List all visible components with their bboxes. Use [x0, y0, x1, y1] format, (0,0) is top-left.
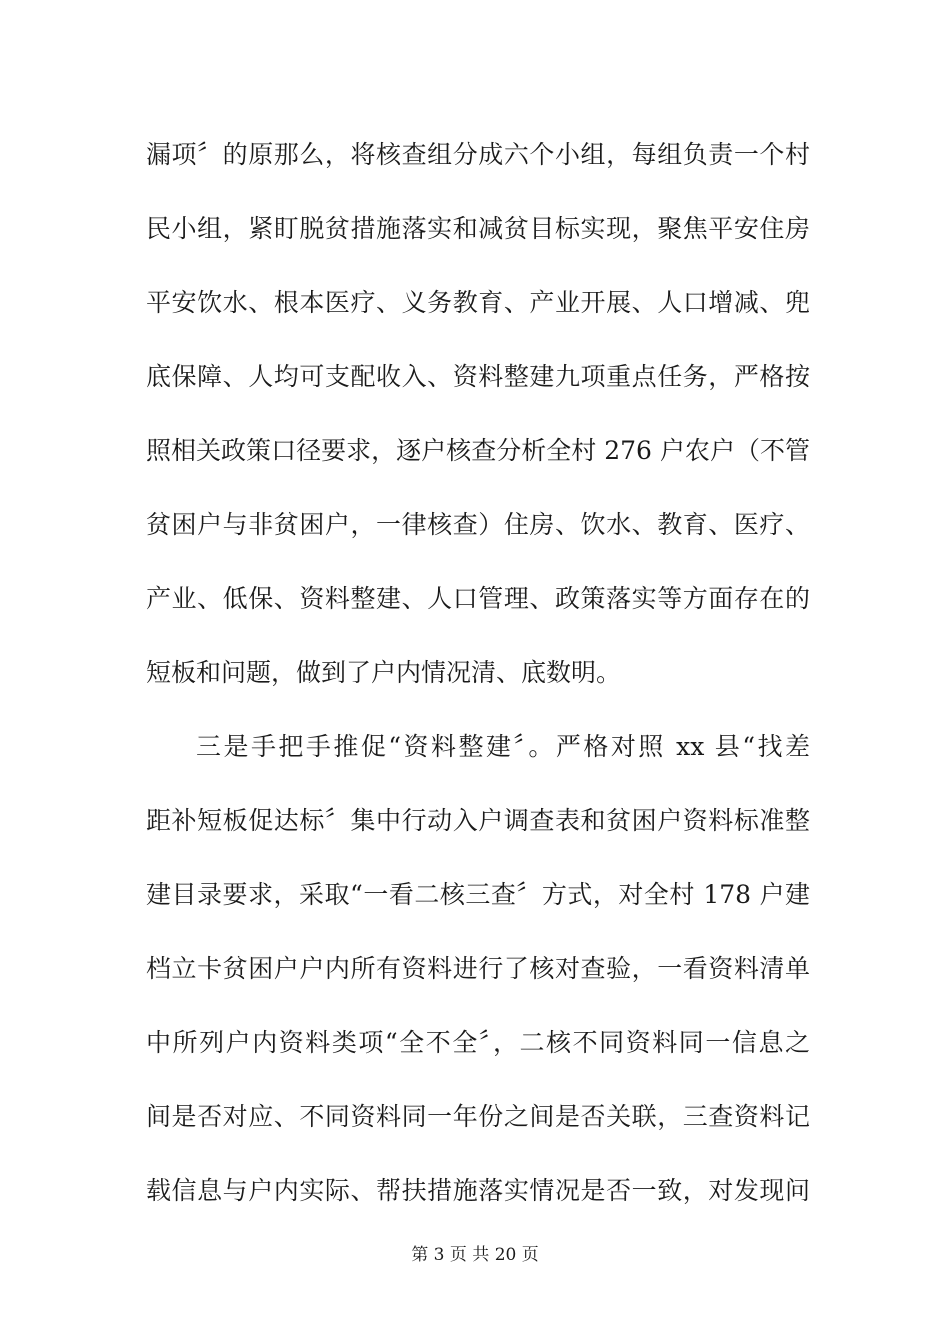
text-line: 产业、低保、资料整建、人口管理、政策落实等方面存在的	[146, 584, 810, 613]
text-line: 漏项〞的原那么，将核查组分成六个小组，每组负责一个村	[146, 140, 810, 169]
text-line: 载信息与户内实际、帮扶措施落实情况是否一致，对发现问	[146, 1176, 810, 1205]
body-text	[146, 132, 810, 1242]
text-line: 间是否对应、不同资料同一年份之间是否关联，三查资料记	[146, 1102, 810, 1131]
page-footer	[0, 1240, 950, 1265]
text-line: 贫困户与非贫困户，一律核查）住房、饮水、教育、医疗、	[146, 510, 810, 539]
text-line: 距补短板促达标〞集中行动入户调查表和贫困户资料标准整	[146, 806, 810, 835]
text-line: 民小组，紧盯脱贫措施落实和减贫目标实现，聚焦平安住房	[146, 214, 810, 243]
text-line: 照相关政策口径要求，逐户核查分析全村 276 户农户（不管	[146, 436, 810, 465]
text-line: 中所列户内资料类项“全不全〞，二核不同资料同一信息之	[146, 1028, 810, 1057]
text-line: 档立卡贫困户户内所有资料进行了核对查验，一看资料清单	[146, 954, 810, 983]
page-number-label: 第 3 页 共 20 页	[411, 1245, 539, 1265]
text-line: 建目录要求，采取“一看二核三查〞方式，对全村 178 户建	[146, 880, 810, 909]
text-line: 平安饮水、根本医疗、义务教育、产业开展、人口增减、兜	[146, 288, 810, 317]
text-line: 短板和问题，做到了户内情况清、底数明。	[146, 658, 622, 687]
text-line-indented: 三是手把手推促“资料整建〞。严格对照 xx 县“找差	[196, 732, 810, 761]
text-line: 底保障、人均可支配收入、资料整建九项重点任务，严格按	[146, 362, 810, 391]
